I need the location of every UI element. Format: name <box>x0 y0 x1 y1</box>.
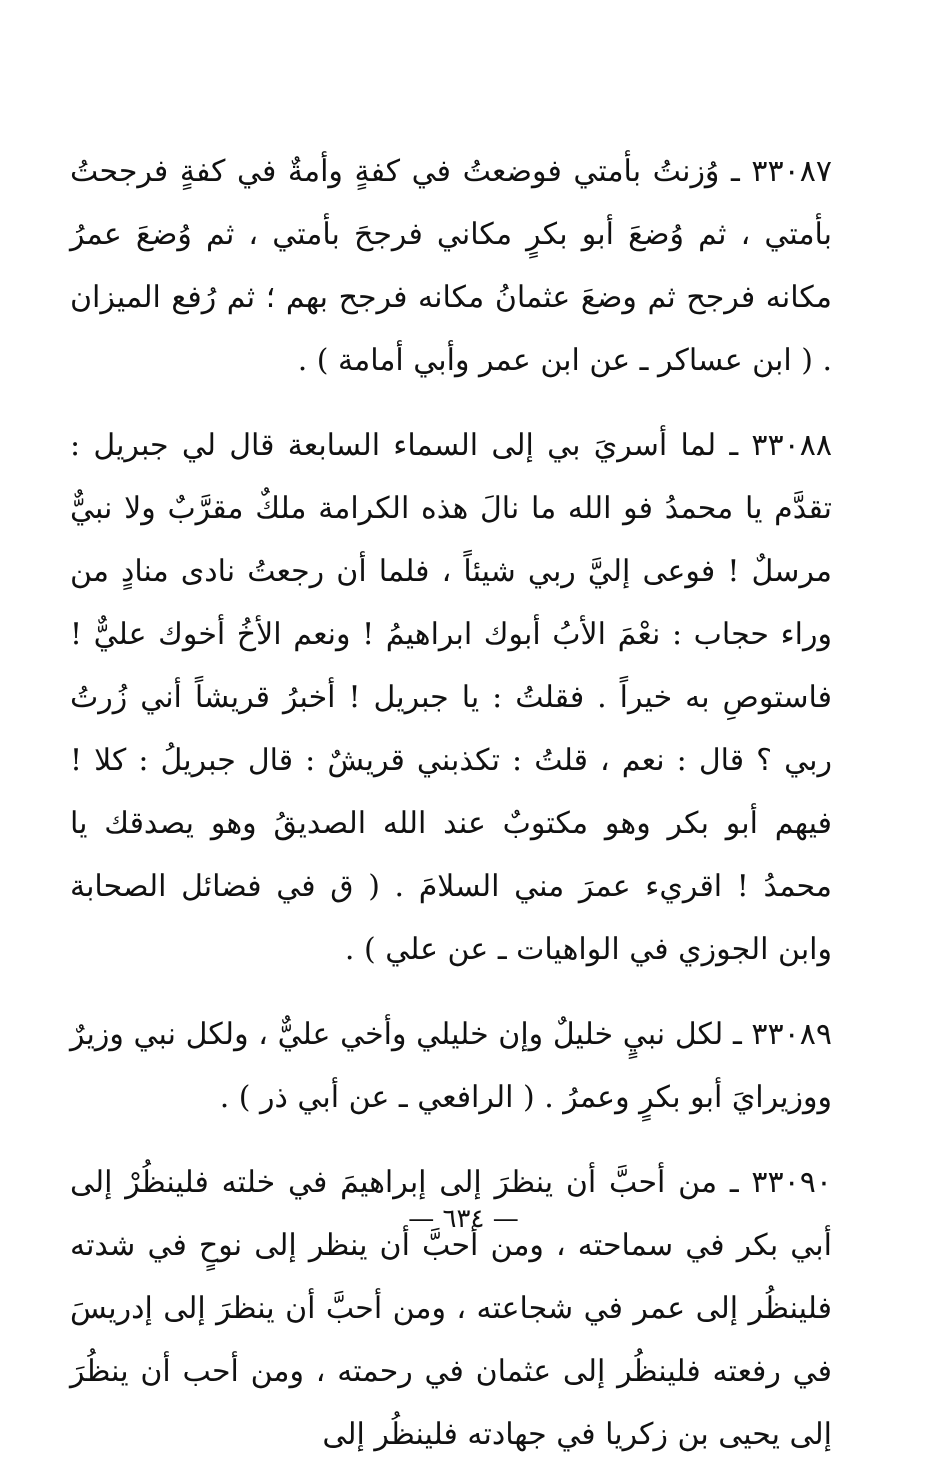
hadith-33089 <box>70 1003 832 1129</box>
hadith-number: ٣٣٠٨٩ <box>751 1017 832 1052</box>
page-number: — ٦٣٤ — <box>408 1204 519 1234</box>
hadith-text: ـ من أحبَّ أن ينظرَ إلى إبراهيمَ في خلته فلينظُرْ إلى أبي بكر في سماحته ، ومن أحبَّ أن ينظر إلى نوحٍ في شدته فلينظُر إلى عمر في شجاعته ، ومن أحبَّ أن ينظرَ إلى إدريسَ في رفعته فلينظُر إلى عثمان في رحمته ، ومن أحب أن ينظُرَ إلى يحيى بن زكريا في جهادته فلينظُر إلى <box>70 1165 832 1452</box>
hadith-text: ـ لما أسريَ بي إلى السماء السابعة قال لي جبريل : تقدَّم يا محمدُ فو الله ما نالَ هذه الكرامة ملكٌ مقرَّبٌ ولا نبيٌّ مرسلٌ ! فوعى إليَّ ربي شيئاً ، فلما أن رجعتُ نادى منادٍ من وراء حجاب : نعْمَ الأبُ أبوك ابراهيمُ ! ونعم الأخُ أخوك عليٌّ ! فاستوصِ به خيراً . فقلتُ : يا جبريل ! أخبرُ قريشاً أني زُرتُ ربي ؟ قال : نعم ، قلتُ : تكذبني قريشٌ : قال جبريلُ : كلا ! فيهم أبو بكر وهو مكتوبٌ عند الله الصديقُ وهو يصدقك يا محمدُ ! اقريء عمرَ مني السلامَ . ( ق في فضائل الصحابة وابن الجوزي في الواهيات ـ عن علي ) . <box>70 428 832 967</box>
page-body <box>70 140 832 1452</box>
hadith-number: ٣٣٠٨٧ <box>751 154 832 189</box>
hadith-text: ـ وُزنتُ بأمتي فوضعتُ في كفةٍ وأمةٌ في كفةٍ فرجحتُ بأمتي ، ثم وُضعَ أبو بكرٍ مكاني فرجحَ بأمتي ، ثم وُضعَ عمرُ مكانه فرجح ثم وضعَ عثمانُ مكانه فرجح بهم ؛ ثم رُفع الميزان . ( ابن عساكر ـ عن ابن عمر وأبي أمامة ) . <box>70 154 832 378</box>
hadith-text: ـ لكل نبيٍ خليلٌ وإن خليلي وأخي عليٌّ ، ولكل نبي وزيرٌ ووزيرايَ أبو بكرٍ وعمرُ . ( الرافعي ـ عن أبي ذر ) . <box>70 1017 832 1115</box>
hadith-number: ٣٣٠٨٨ <box>751 428 832 463</box>
hadith-33088 <box>70 414 832 981</box>
hadith-33090 <box>70 1151 832 1466</box>
hadith-number: ٣٣٠٩٠ <box>751 1165 832 1200</box>
hadith-33087 <box>70 140 832 392</box>
